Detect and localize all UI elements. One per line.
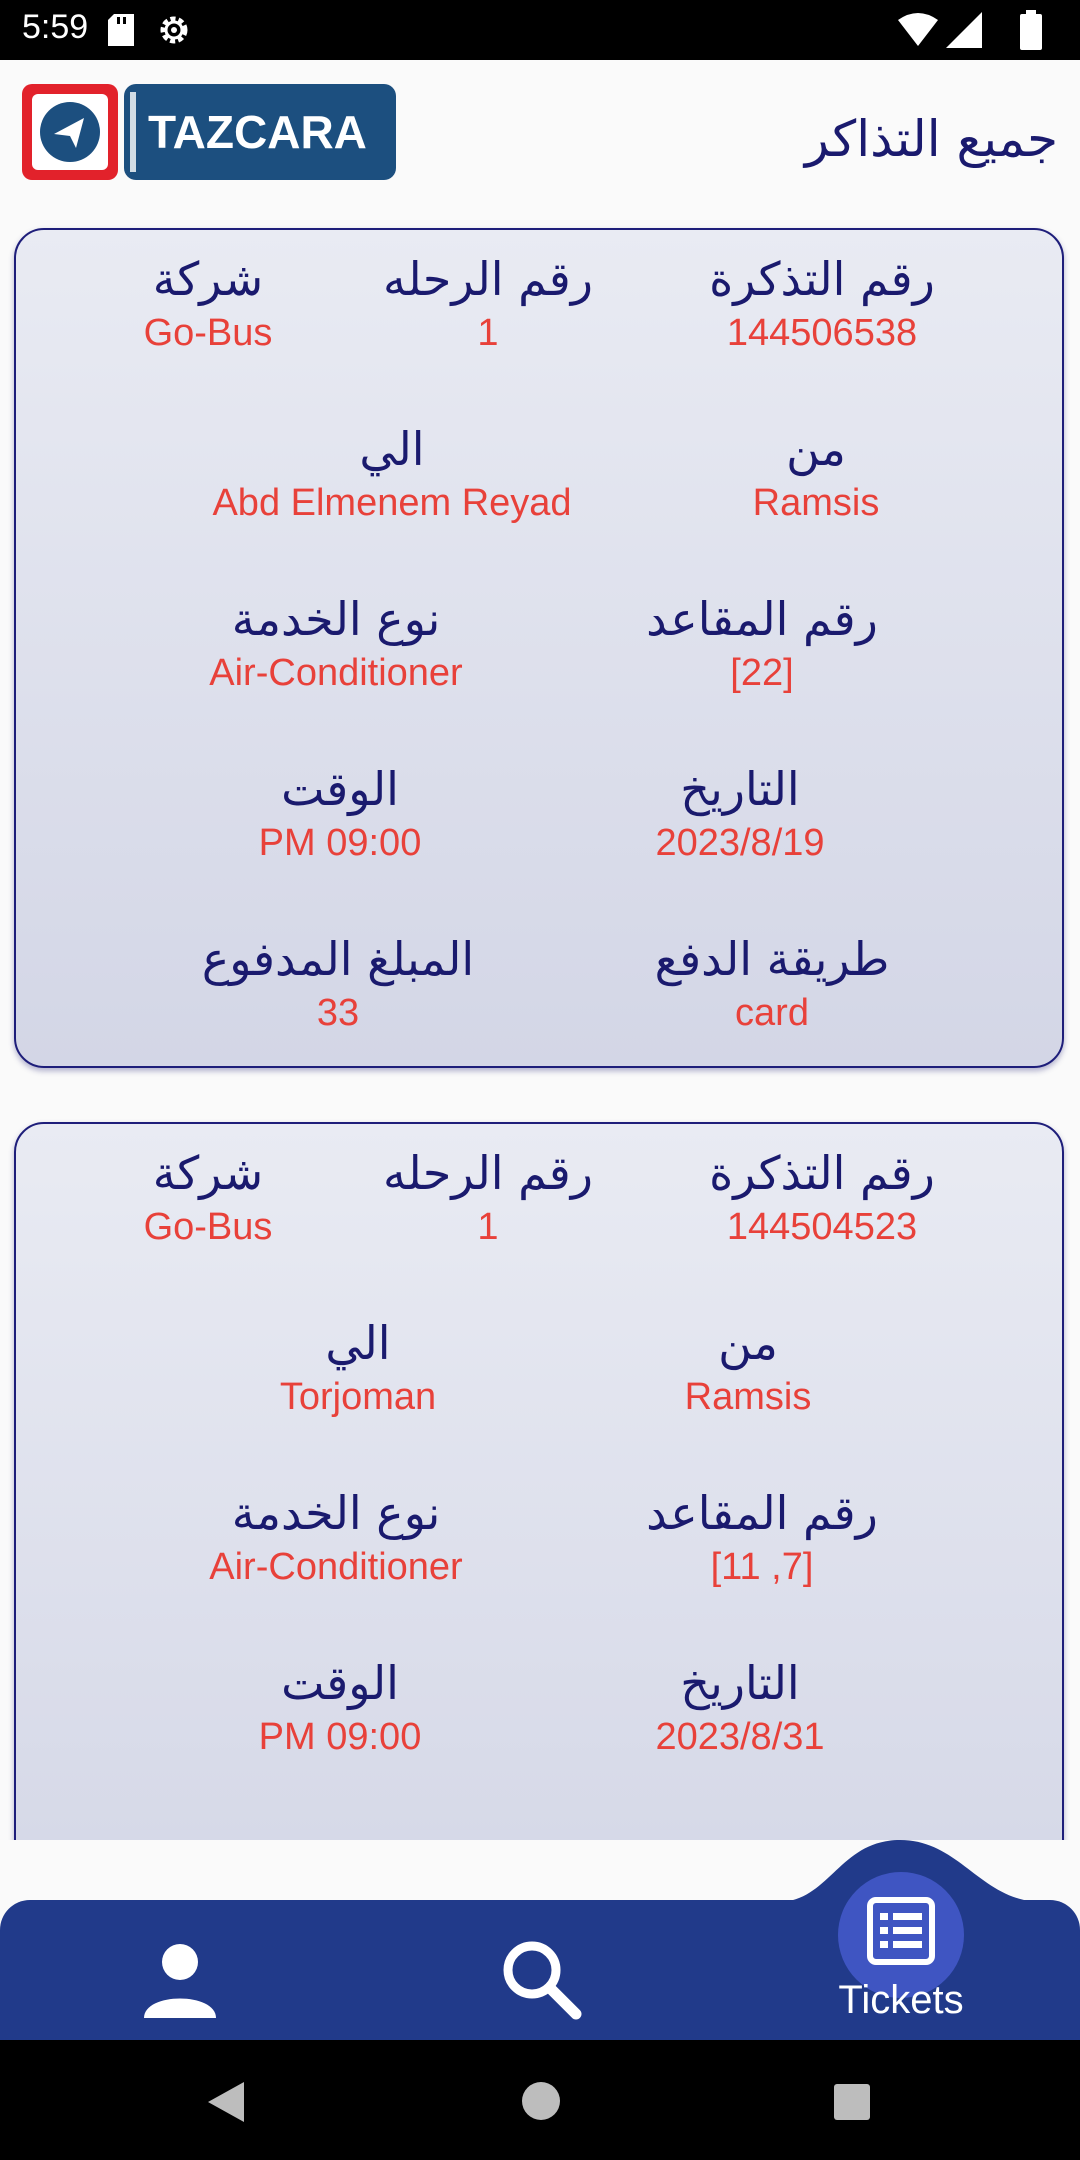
ticket-card[interactable] xyxy=(14,1122,1064,1840)
to-field: الي Abd Elmenem Reyad xyxy=(212,420,571,528)
trip-number-field: رقم الرحله 1 xyxy=(383,250,593,358)
trip-number-value: 1 xyxy=(477,312,499,354)
home-icon[interactable] xyxy=(522,2082,560,2120)
recent-apps-icon[interactable] xyxy=(834,2084,870,2120)
service-type-value: Air-Conditioner xyxy=(209,1546,463,1588)
bottom-navigation xyxy=(0,1840,1080,2040)
back-icon[interactable] xyxy=(204,2080,248,2124)
date-field: التاريخ 2023/8/19 xyxy=(655,760,824,868)
tickets-list[interactable] xyxy=(0,210,1080,1840)
from-value: Ramsis xyxy=(752,482,880,524)
from-value: Ramsis xyxy=(684,1376,812,1418)
seats-field: رقم المقاعد [11 ,7] xyxy=(646,1484,878,1592)
company-value: Go-Bus xyxy=(143,312,273,354)
ticket-card[interactable] xyxy=(14,228,1064,1068)
ticket-number-value: 144506538 xyxy=(726,312,918,354)
trip-number-value: 1 xyxy=(477,1206,499,1248)
company-field: شركة Go-Bus xyxy=(144,250,273,358)
time-value: PM 09:00 xyxy=(258,1716,422,1758)
payment-method-value: card xyxy=(735,992,809,1034)
from-field: من Ramsis xyxy=(753,420,880,528)
ticket-number-field: رقم التذكرة 144504523 xyxy=(709,1144,935,1252)
app-header xyxy=(0,60,1080,210)
service-type-value: Air-Conditioner xyxy=(209,652,463,694)
to-value: Abd Elmenem Reyad xyxy=(212,482,572,524)
ticket-number-value: 144504523 xyxy=(726,1206,918,1248)
search-icon[interactable] xyxy=(498,1936,582,2020)
wifi-icon xyxy=(898,12,938,48)
to-value: Torjoman xyxy=(279,1376,437,1418)
payment-method-field: طريقة الدفع card xyxy=(655,930,890,1038)
page-title: جميع التذاكر xyxy=(804,110,1058,168)
service-type-field: نوع الخدمة Air-Conditioner xyxy=(209,590,462,698)
tickets-icon[interactable] xyxy=(866,1896,936,1966)
system-navigation-bar xyxy=(0,2040,1080,2160)
company-field: شركة Go-Bus xyxy=(144,1144,273,1252)
to-field: الي Torjoman xyxy=(280,1314,436,1422)
date-field: التاريخ 2023/8/31 xyxy=(655,1654,824,1762)
company-value: Go-Bus xyxy=(143,1206,273,1248)
status-time: 5:59 xyxy=(22,8,89,46)
sd-card-icon xyxy=(108,14,134,46)
amount-paid-field: المبلغ المدفوع 33 xyxy=(202,930,474,1038)
date-value: 2023/8/19 xyxy=(655,822,825,864)
tazcara-logo xyxy=(22,84,396,180)
settings-gear-icon xyxy=(156,12,192,48)
ticket-number-field: رقم التذكرة 144506538 xyxy=(709,250,935,358)
trip-number-field: رقم الرحله 1 xyxy=(383,1144,593,1252)
time-field: الوقت PM 09:00 xyxy=(259,760,422,868)
battery-icon xyxy=(1020,10,1042,50)
amount-paid-value: 33 xyxy=(316,992,360,1034)
seats-value: [22] xyxy=(730,652,794,694)
person-icon[interactable] xyxy=(140,1940,220,2020)
signal-icon xyxy=(946,12,982,48)
status-bar xyxy=(0,0,1080,60)
tickets-tab-label[interactable]: Tickets xyxy=(838,1978,964,2022)
seats-value: [11 ,7] xyxy=(710,1546,814,1588)
from-field: من Ramsis xyxy=(685,1314,812,1422)
time-value: PM 09:00 xyxy=(258,822,422,864)
time-field: الوقت PM 09:00 xyxy=(259,1654,422,1762)
seats-field: رقم المقاعد [22] xyxy=(646,590,878,698)
date-value: 2023/8/31 xyxy=(655,1716,825,1758)
logo-text: TAZCARA xyxy=(148,106,367,158)
service-type-field: نوع الخدمة Air-Conditioner xyxy=(209,1484,462,1592)
